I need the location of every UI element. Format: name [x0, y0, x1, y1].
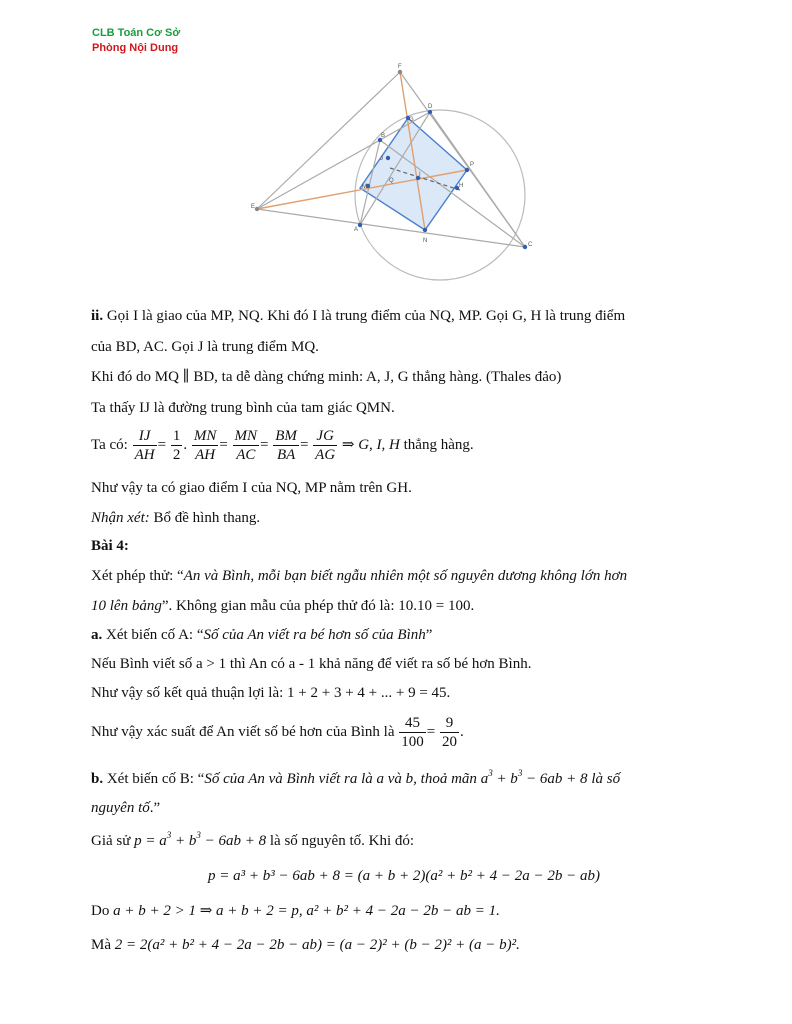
geometry-figure — [0, 0, 792, 300]
department-name: Phòng Nội Dung — [92, 42, 179, 54]
line-3: Khi đó do MQ ∥ BD, ta dễ dàng chứng minh: A, J, G thẳng hàng. (Thales đảo) — [91, 369, 562, 385]
svg-text:D: D — [428, 104, 433, 110]
line-20: Mà 2 = 2(a² + b² + 4 − 2a − 2b − ab) = (a − 2)² + (b − 2)² + (a − b)². — [91, 937, 520, 953]
probability-line: Như vậy xác suất để An viết số bé hơn của Bình là $\frac{45}{100}$ = $\frac{9}{20}$ . — [91, 715, 464, 751]
svg-text:I: I — [419, 172, 421, 178]
svg-text:C: C — [528, 242, 533, 248]
factor-equation: p = a³ + b³ − 6ab + 8 = (a + b + 2)(a² + b² + 4 − 2a − 2b − ab) — [208, 868, 600, 884]
svg-text:M: M — [362, 184, 367, 190]
line-19: Do a + b + 2 > 1 ⇒ a + b + 2 = p, a² + b² + 4 − 2a − 2b − ab = 1. — [91, 903, 500, 919]
svg-text:E: E — [251, 204, 256, 210]
svg-text:J: J — [380, 156, 383, 162]
line-16: nguyên tố.” — [91, 800, 161, 816]
svg-text:P: P — [470, 162, 475, 168]
line-7: Nhận xét: Bổ đề hình thang. — [91, 510, 261, 526]
svg-text:Q: Q — [389, 178, 394, 184]
club-name: CLB Toán Cơ Sở — [92, 27, 181, 39]
svg-text:G: G — [409, 117, 414, 123]
line-ii: ii. Gọi I là giao của MP, NQ. Khi đó I là trung điểm của NQ, MP. Gọi G, H là trung điểm — [91, 308, 626, 324]
line-4: Ta thấy IJ là đường trung bình của tam giác QMN. — [91, 400, 395, 416]
svg-text:H: H — [459, 183, 464, 189]
line-6: Như vậy ta có giao điểm I của NQ, MP nằm trên GH. — [91, 480, 412, 496]
section-title: Bài 4: — [91, 538, 129, 554]
svg-text:F: F — [398, 64, 402, 70]
line-2: của BD, AC. Gọi J là trung điểm MQ. — [91, 339, 319, 355]
svg-text:N: N — [423, 238, 428, 244]
line-13: Như vậy số kết quả thuận lợi là: 1 + 2 + 3 + 4 + ... + 9 = 45. — [91, 685, 451, 701]
line-15: b. Xét biến cố B: “Số của An và Bình viết ra là a và b, thoả mãn $a^3 + b^3 - 6ab + 8$ là số — [91, 768, 621, 787]
line-9: Xét phép thử: “An và Bình, mỗi bạn biết ngẫu nhiên một số nguyên dương không lớn hơn — [91, 568, 628, 584]
ratio-line: Ta có: $\frac{IJ}{AH}$ = $\frac{1}{2}$ . $\frac{MN}{AH}$ = $\frac{MN}{AC}$ = $\frac{BM}{BA}$ = $\frac{JG}{AG}$ ⇒ G, I, H thẳng hàng. — [91, 428, 474, 464]
line-10: 10 lên bảng”. Không gian mẫu của phép thử đó là: 10.10 = 100. — [91, 598, 475, 614]
line-12: Nếu Bình viết số a > 1 thì An có a - 1 khả năng để viết ra số bé hơn Bình. — [91, 656, 532, 672]
svg-text:B: B — [381, 133, 386, 139]
line-11: a. Xét biến cố A: “Số của An viết ra bé hơn số của Bình” — [91, 627, 433, 643]
svg-text:A: A — [354, 227, 359, 233]
line-17: Giả sử $p = a^3 + b^3 - 6ab + 8$ là số nguyên tố. Khi đó: — [91, 830, 415, 849]
square-mnpq — [360, 118, 467, 230]
